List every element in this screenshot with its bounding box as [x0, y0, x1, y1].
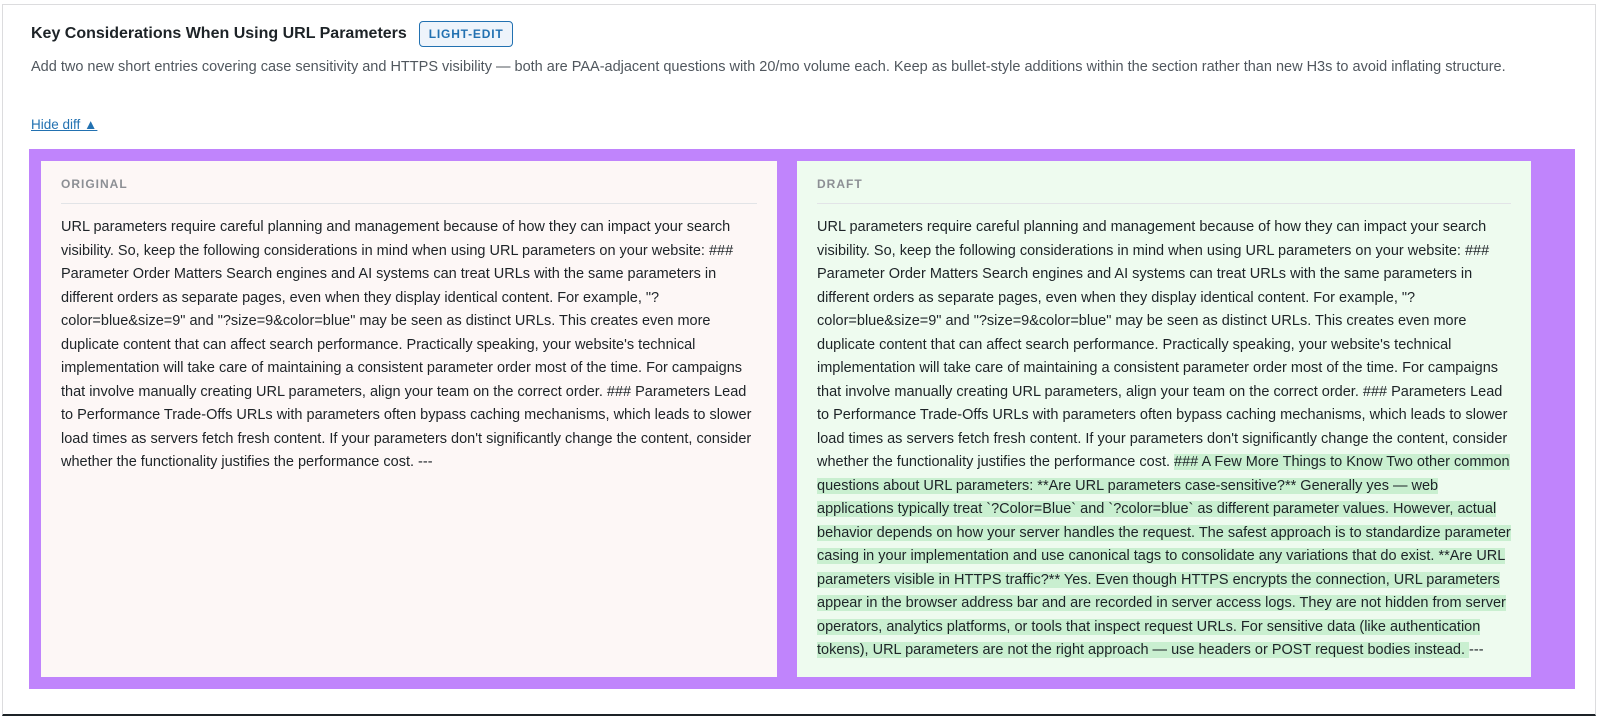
draft-pane — [797, 161, 1531, 677]
suggestion-description: Add two new short entries covering case sensitivity and HTTPS visibility — both are PAA-adjacent questions with 20/mo volume each. Keep as bullet-style additions within the section rather than new H3s to avoid inflating structure. — [31, 59, 1506, 75]
diff-panel — [29, 149, 1575, 689]
draft-label: DRAFT — [817, 177, 1511, 204]
hide-diff-link[interactable]: Hide diff ▲ — [31, 117, 98, 132]
draft-trailing-text: --- — [1469, 642, 1484, 658]
draft-unchanged-text: URL parameters require careful planning and management because of how they can impact your search visibility. So, keep the following considerations in mind when using URL parameters on your website: ### Parameter Order Matters Search engines and AI systems can treat URLs with the same parameters in different orders as separate pages, even when they display identical content. For example, "?color=blue&size=9" and "?size=9&color=blue" may be seen as distinct URLs. This creates even more duplicate content that can affect search performance. Practically speaking, your website's technical implementation will take care of maintaining a consistent parameter order most of the time. For campaigns that involve manually creating URL parameters, align your team on the correct order. ### Parameters Lead to Performance Trade-Offs URLs with parameters often bypass caching mechanisms, which leads to slower load times as servers fetch fresh content. If your parameters don't significantly change the content, consider whether the functionality justifies the performance cost. — [817, 219, 1508, 470]
draft-added-text: ### A Few More Things to Know Two other common questions about URL parameters: **Are URL parameters case-sensitive?** Generally yes — web applications typically treat `?Color=Blue` and `?color=blue` as different parameter values. However, actual behavior depends on how your server handles the request. The safest approach is to standardize parameter casing in your implementation and use canonical tags to consolidate any variations that do exist. **Are URL parameters visible in HTTPS traffic?** Yes. Even though HTTPS encrypts the connection, URL parameters appear in the browser address bar and are recorded in server access logs. They are not hidden from server operators, analytics platforms, or tools that inspect request URLs. For sensitive data (like authentication tokens), URL parameters are not the right approach — use headers or POST request bodies instead. — [817, 454, 1511, 658]
section-header — [31, 21, 513, 47]
original-pane — [41, 161, 777, 677]
section-title: Key Considerations When Using URL Parameters — [31, 25, 407, 42]
suggestion-card — [2, 4, 1596, 716]
edit-type-badge: LIGHT-EDIT — [419, 21, 514, 47]
draft-text — [817, 216, 1511, 663]
original-label: ORIGINAL — [61, 177, 757, 204]
original-text: URL parameters require careful planning and management because of how they can impact your search visibility. So, keep the following considerations in mind when using URL parameters on your website: ### Parameter Order Matters Search engines and AI systems can treat URLs with the same parameters in different orders as separate pages, even when they display identical content. For example, "?color=blue&size=9" and "?size=9&color=blue" may be seen as distinct URLs. This creates even more duplicate content that can affect search performance. Practically speaking, your website's technical implementation will take care of maintaining a consistent parameter order most of the time. For campaigns that involve manually creating URL parameters, align your team on the correct order. ### Parameters Lead to Performance Trade-Offs URLs with parameters often bypass caching mechanisms, which leads to slower load times as servers fetch fresh content. If your parameters don't significantly change the content, consider whether the functionality justifies the performance cost. --- — [61, 219, 752, 470]
